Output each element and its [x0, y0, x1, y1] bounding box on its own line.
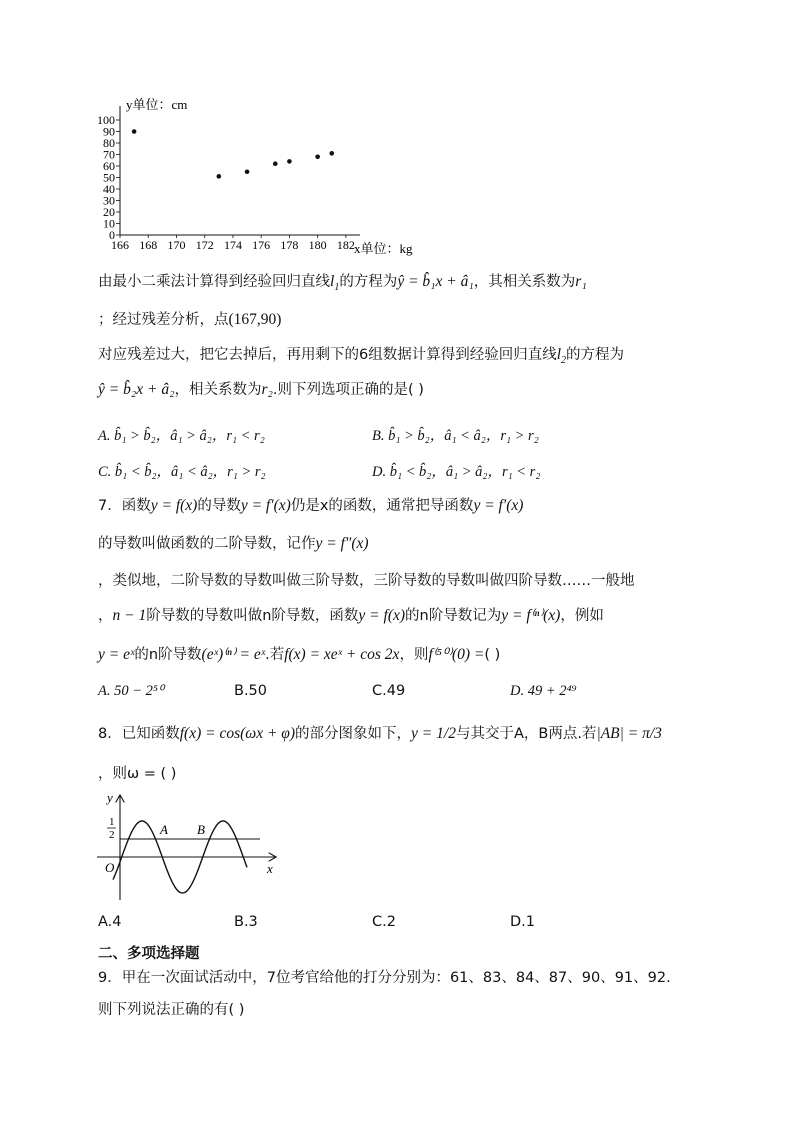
q8-line2: ，则ω = ( ) [98, 766, 177, 782]
scatter-point [329, 151, 334, 156]
section-2-title: 二、多项选择题 [98, 946, 200, 962]
q7-option-b[interactable]: B.50 [234, 683, 268, 699]
y-axis-label: y单位：cm [126, 97, 188, 112]
point-b-label: B [197, 822, 205, 837]
y-tick-label: 50 [103, 170, 115, 185]
y-tick-label: 30 [103, 193, 115, 208]
q6-option-c[interactable]: C. b̂₁ < b̂₂，â₁ < â₂，r₁ > r₂ [98, 464, 266, 480]
half-numerator: 1 [109, 816, 115, 828]
y-tick-label: 90 [103, 124, 115, 139]
y-tick-label: 0 [109, 228, 115, 242]
q9-line2: 则下列说法正确的有( ) [98, 1002, 245, 1018]
regression-eq2: ŷ = b̂₂x + â₂ [98, 381, 175, 398]
q7-line1: 7．函数y = f(x)的导数y = f′(x)仍是x的函数，通常把导函数y = f′(x) [98, 497, 524, 514]
q8-option-c[interactable]: C.2 [372, 914, 396, 930]
q6-option-a[interactable]: A. b̂₁ > b̂₂，â₁ > â₂，r₁ < r₂ [98, 428, 265, 444]
q6-line2: ；经过残差分析，点(167,90) [98, 311, 282, 328]
q7-line5: y = eˣ的n阶导数(eˣ)⁽ⁿ⁾ = eˣ.若f(x) = xeˣ + cos 2x，则f⁽⁵⁰⁾(0) =( ) [98, 646, 501, 663]
outlier-point: (167,90) [228, 311, 282, 328]
q6-option-b[interactable]: B. b̂₁ > b̂₂，â₁ < â₂，r₁ > r₂ [372, 428, 539, 444]
scatter-point [273, 161, 278, 166]
x-tick-label: 172 [195, 238, 214, 252]
q7-option-a[interactable]: A. 50 − 2⁵⁰ [98, 683, 164, 699]
x-tick-label: 176 [252, 238, 271, 252]
graph-x-label: x [267, 861, 273, 876]
scatter-point [315, 155, 320, 160]
x-tick-label: 174 [223, 238, 242, 252]
q6-line4: ŷ = b̂₂x + â₂，相关系数为r₂.则下列选项正确的是( ) [98, 381, 424, 398]
q6-line1: 由最小二乘法计算得到经验回归直线$l_1$的方程为ŷ = b̂₁x + â₁，其相关系数为r₁ [98, 273, 587, 294]
y-tick-label: 100 [97, 113, 115, 127]
y-tick-label: 70 [103, 147, 115, 162]
y-tick-label: 60 [103, 159, 115, 173]
x-axis-label: x单位：kg [354, 241, 413, 256]
cosine-graph [95, 788, 290, 908]
q8-option-b[interactable]: B.3 [234, 914, 258, 930]
q7-line2: 的导数叫做函数的二阶导数，记作y = f″(x) [98, 535, 369, 552]
scatter-point [245, 169, 250, 174]
y-tick-label: 40 [103, 182, 115, 196]
scatter-point [287, 159, 292, 164]
q9-line1: 9．甲在一次面试活动中，7位考官给他的打分分别为：61、83、84、87、90、91、92. [98, 970, 671, 986]
r1-symbol: r₁ [575, 273, 587, 290]
q8-option-d[interactable]: D.1 [510, 914, 535, 930]
half-denominator: 2 [109, 829, 115, 841]
graph-origin: O [105, 860, 115, 875]
q8-line1: 8．已知函数f(x) = cos(ωx + φ)的部分图象如下，y = 1/2与其交于A，B两点.若|AB| = π/3 [98, 725, 662, 742]
q7-line4: ，n − 1阶导数的导数叫做n阶导数，函数y = f(x)的n阶导数记为y = f⁽ⁿ⁾(x)，例如 [98, 607, 604, 624]
q6-option-d[interactable]: D. b̂₁ < b̂₂，â₁ > â₂，r₁ < r₂ [372, 464, 541, 480]
y-tick-label: 80 [103, 136, 115, 150]
scatter-chart [92, 92, 452, 262]
q7-option-c[interactable]: C.49 [372, 683, 406, 699]
l1-symbol: $l_1$ [330, 273, 340, 294]
x-tick-label: 178 [280, 238, 299, 252]
x-tick-label: 166 [111, 238, 129, 252]
regression-eq1: ŷ = b̂₁x + â₁ [397, 273, 474, 290]
scatter-point [217, 174, 222, 179]
point-a-label: A [160, 822, 168, 837]
x-tick-label: 170 [167, 238, 186, 252]
q6-line3: 对应残差过大，把它去掉后，再用剩下的6组数据计算得到经验回归直线$l_2$的方程为 [98, 346, 625, 367]
y-tick-label: 10 [103, 216, 115, 231]
scatter-point [132, 129, 137, 134]
x-tick-label: 180 [308, 238, 327, 252]
r2-symbol: r₂ [261, 381, 273, 398]
x-tick-label: 168 [139, 238, 158, 252]
q7-option-d[interactable]: D. 49 + 2⁴⁹ [510, 683, 577, 699]
y-tick-label: 20 [103, 205, 115, 219]
l2-symbol: $l_2$ [556, 346, 567, 367]
q8-option-a[interactable]: A.4 [98, 914, 122, 930]
x-tick-label: 182 [336, 238, 355, 252]
q7-line3: ，类似地，二阶导数的导数叫做三阶导数，三阶导数的导数叫做四阶导数……一般地 [98, 573, 635, 589]
graph-y-label: y [107, 790, 113, 805]
